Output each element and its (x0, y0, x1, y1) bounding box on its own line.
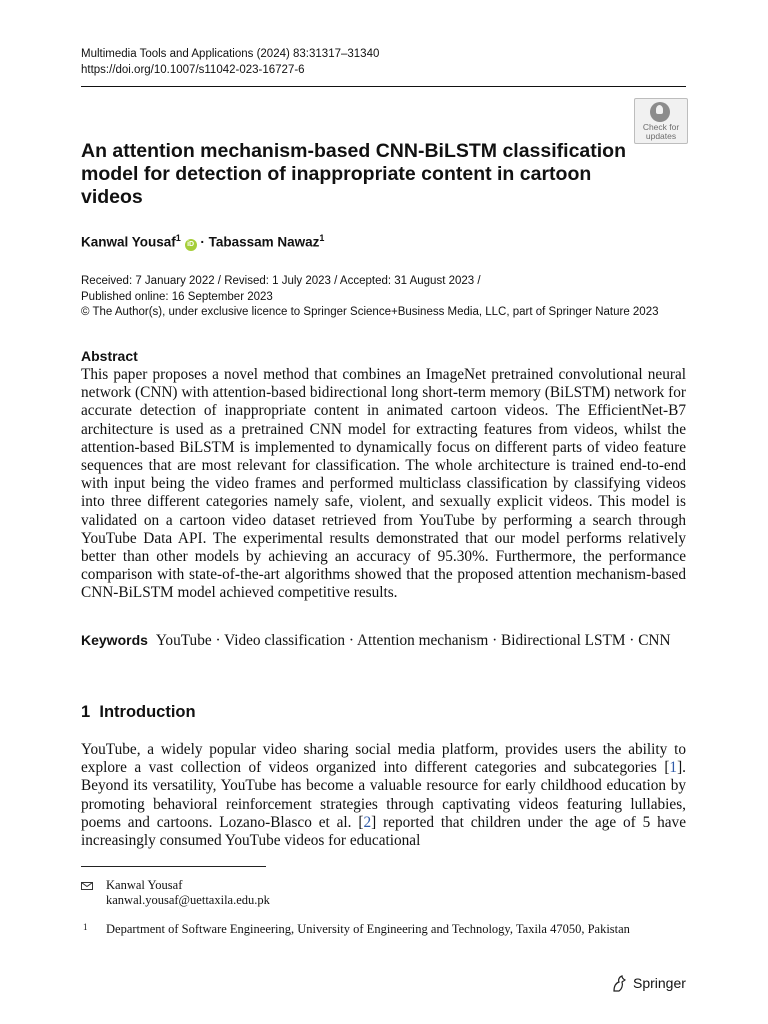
corresponding-author-name: Kanwal Yousaf (106, 878, 183, 892)
crossmark-icon (650, 102, 670, 122)
envelope-icon (81, 882, 93, 890)
section-heading (81, 703, 196, 722)
orcid-icon[interactable]: iD (185, 239, 197, 251)
copyright-notice: © The Author(s), under exclusive licence to Springer Science+Business Media, LLC, part of Springer Nature 2023 (81, 306, 659, 318)
crossmark-badge[interactable] (634, 98, 688, 144)
affiliation-number: 1 (83, 922, 88, 932)
citation-link[interactable]: 2 (363, 813, 372, 831)
author-list (81, 233, 324, 251)
corresponding-author-email[interactable]: kanwal.yousaf@uettaxila.edu.pk (106, 893, 270, 907)
springer-horse-icon (611, 975, 627, 993)
doi-link[interactable]: https://doi.org/10.1007/s11042-023-16727-6 (81, 64, 305, 76)
footnote-divider (81, 866, 266, 867)
keywords-list: YouTube · Video classification · Attention mechanism · Bidirectional LSTM · CNN (155, 632, 671, 649)
crossmark-label: Check for updates (642, 122, 680, 141)
header-divider (81, 86, 686, 87)
publication-dates (81, 274, 659, 321)
affiliation-marker: 1 (319, 233, 325, 243)
section-title: Introduction (99, 703, 196, 721)
affiliation-marker: 1 (175, 233, 181, 243)
citation-link[interactable]: 1 (669, 759, 678, 777)
publisher-name: Springer (633, 975, 686, 991)
paper-title: An attention mechanism-based CNN-BiLSTM classification model for detection of inappropriate content in cartoon videos (81, 140, 627, 208)
section-number: 1 (81, 703, 91, 721)
abstract-text: This paper proposes a novel method that combines an ImageNet pretrained convolutional neural network (CNN) with attention-based bidirectional long short-term memory (BiLSTM) network for accurate detection of inappropriate content in animated cartoon videos. The EfficientNet-B7 architecture is used as a pretrained CNN model for extracting features from videos, whilst the attention-based BiLSTM is implemented to dynamically focus on different parts of video feature sequences that are most relevant for classification. The whole architecture is trained end-to-end with input being the video frames and performed multiclass classification by classifying videos into three different categories namely safe, violent, and sexually explicit videos. This model is validated on a cartoon video dataset retrieved from YouTube by performing a search through YouTube Data API. The experimental results demonstrated that our model performs relatively better than other models by achieving an accuracy of 95.30%. Furthermore, the performance comparison with state-of-the-art algorithms showed that the proposed attention mechanism-based CNN-BiLSTM model achieved competitive results. (81, 366, 686, 602)
author-name[interactable]: Tabassam Nawaz (208, 234, 320, 250)
journal-citation: Multimedia Tools and Applications (2024) 83:31317–31340 (81, 48, 380, 60)
published-date: Published online: 16 September 2023 (81, 290, 273, 303)
introduction-paragraph: YouTube, a widely popular video sharing social media platform, provides users the ability to explore a vast collection of videos organized into different categories and subcategories [1]. Beyond its versatility, YouTube has become a valuable resource for early childhood education by promoting behavioral reinforcement strategies through captivating videos featuring lullabies, poems and cartoons. Lozano-Blasco et al. [2] reported that children under the age of 5 have increasingly consumed YouTube videos for educational (81, 741, 686, 850)
author-name[interactable]: Kanwal Yousaf (81, 234, 176, 250)
affiliation-text: Department of Software Engineering, University of Engineering and Technology, Taxila 47050, Pakistan (106, 922, 630, 936)
history-dates: Received: 7 January 2022 / Revised: 1 July 2023 / Accepted: 31 August 2023 / (81, 275, 481, 287)
keywords-label: Keywords (81, 632, 148, 648)
author-separator: · (200, 234, 205, 250)
keywords (81, 631, 686, 650)
abstract-heading: Abstract (81, 348, 138, 364)
